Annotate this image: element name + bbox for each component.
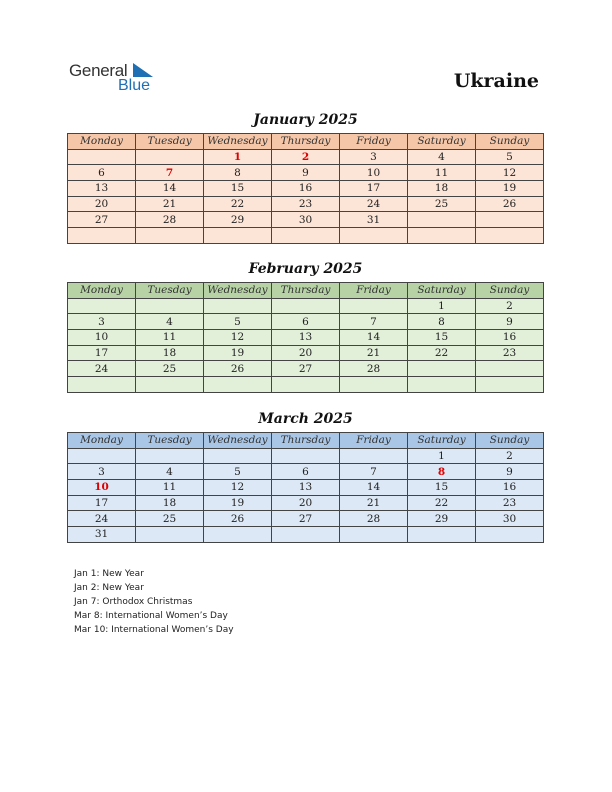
day-cell: 14 [340, 330, 408, 346]
day-cell: 24 [68, 511, 136, 527]
holiday-note: Mar 10: International Women’s Day [74, 625, 234, 635]
weekday-header-friday: Friday [340, 433, 408, 449]
day-cell: 30 [476, 511, 544, 527]
weekday-header-friday: Friday [340, 283, 408, 299]
holiday-notes [74, 567, 234, 637]
week-row [68, 228, 544, 244]
weekday-header-sunday: Sunday [476, 283, 544, 299]
day-cell: 5 [204, 314, 272, 330]
day-cell: 30 [272, 212, 340, 228]
weekday-header-wednesday: Wednesday [204, 433, 272, 449]
day-cell: 20 [272, 495, 340, 511]
day-cell: 20 [272, 345, 340, 361]
day-cell: 9 [272, 165, 340, 181]
weekday-header-wednesday: Wednesday [204, 134, 272, 150]
logo-triangle-icon [133, 63, 153, 77]
week-row [68, 212, 544, 228]
weekday-header-sunday: Sunday [476, 134, 544, 150]
day-cell: 21 [136, 196, 204, 212]
day-cell: 23 [476, 345, 544, 361]
day-cell: 15 [408, 480, 476, 496]
empty-day-cell [136, 527, 204, 543]
day-cell: 2 [476, 298, 544, 314]
day-cell: 4 [408, 149, 476, 165]
empty-day-cell [136, 228, 204, 244]
weekday-header-saturday: Saturday [408, 283, 476, 299]
week-row [68, 330, 544, 346]
empty-day-cell [476, 527, 544, 543]
day-cell: 26 [204, 511, 272, 527]
empty-day-cell [340, 448, 408, 464]
weekday-header-tuesday: Tuesday [136, 134, 204, 150]
day-cell: 9 [476, 464, 544, 480]
week-row [68, 495, 544, 511]
week-row [68, 377, 544, 393]
week-row [68, 464, 544, 480]
day-cell: 18 [408, 181, 476, 197]
holiday-note: Jan 7: Orthodox Christmas [74, 597, 193, 607]
week-row [68, 345, 544, 361]
day-cell: 12 [476, 165, 544, 181]
day-cell: 31 [68, 527, 136, 543]
empty-day-cell [476, 212, 544, 228]
calendar-body [68, 149, 544, 243]
weekday-header-row [68, 433, 544, 449]
calendar-january [67, 133, 544, 244]
empty-day-cell [68, 377, 136, 393]
day-cell: 27 [272, 361, 340, 377]
weekday-header-friday: Friday [340, 134, 408, 150]
empty-day-cell [408, 228, 476, 244]
day-cell: 11 [136, 480, 204, 496]
day-cell: 22 [408, 345, 476, 361]
empty-day-cell [136, 149, 204, 165]
holiday-note: Mar 8: International Women’s Day [74, 611, 228, 621]
day-cell: 15 [408, 330, 476, 346]
calendar-body [68, 448, 544, 542]
calendar-february [67, 282, 544, 393]
day-cell: 14 [340, 480, 408, 496]
holiday-note: Jan 2: New Year [74, 583, 144, 593]
country-title: Ukraine [453, 70, 539, 92]
day-cell: 23 [476, 495, 544, 511]
empty-day-cell [68, 298, 136, 314]
day-cell: 19 [476, 181, 544, 197]
logo [69, 61, 159, 97]
empty-day-cell [272, 527, 340, 543]
day-cell: 9 [476, 314, 544, 330]
week-row [68, 298, 544, 314]
day-cell: 18 [136, 345, 204, 361]
logo-general-text: General [69, 61, 128, 80]
empty-day-cell [204, 298, 272, 314]
week-row [68, 149, 544, 165]
day-cell: 22 [204, 196, 272, 212]
weekday-header-monday: Monday [68, 134, 136, 150]
weekday-header-monday: Monday [68, 283, 136, 299]
empty-day-cell [204, 527, 272, 543]
day-cell: 27 [272, 511, 340, 527]
day-cell: 3 [68, 464, 136, 480]
empty-day-cell [476, 228, 544, 244]
empty-day-cell [340, 377, 408, 393]
day-cell: 24 [340, 196, 408, 212]
day-cell: 23 [272, 196, 340, 212]
week-row [68, 314, 544, 330]
empty-day-cell [204, 228, 272, 244]
day-cell: 16 [476, 330, 544, 346]
day-cell: 3 [340, 149, 408, 165]
day-cell: 25 [136, 511, 204, 527]
day-cell: 4 [136, 314, 204, 330]
week-row [68, 181, 544, 197]
week-row [68, 361, 544, 377]
weekday-header-sunday: Sunday [476, 433, 544, 449]
day-cell: 7 [136, 165, 204, 181]
day-cell: 27 [68, 212, 136, 228]
day-cell: 2 [272, 149, 340, 165]
day-cell: 6 [272, 314, 340, 330]
empty-day-cell [68, 448, 136, 464]
empty-day-cell [68, 228, 136, 244]
day-cell: 13 [68, 181, 136, 197]
day-cell: 29 [204, 212, 272, 228]
weekday-header-wednesday: Wednesday [204, 283, 272, 299]
day-cell: 7 [340, 314, 408, 330]
day-cell: 6 [272, 464, 340, 480]
empty-day-cell [272, 298, 340, 314]
weekday-header-saturday: Saturday [408, 134, 476, 150]
day-cell: 19 [204, 495, 272, 511]
month-title-march: March 2025 [258, 411, 353, 427]
weekday-header-thursday: Thursday [272, 433, 340, 449]
weekday-header-monday: Monday [68, 433, 136, 449]
empty-day-cell [136, 298, 204, 314]
day-cell: 20 [68, 196, 136, 212]
day-cell: 17 [68, 495, 136, 511]
day-cell: 5 [476, 149, 544, 165]
empty-day-cell [204, 448, 272, 464]
empty-day-cell [136, 377, 204, 393]
week-row [68, 480, 544, 496]
week-row [68, 196, 544, 212]
empty-day-cell [340, 228, 408, 244]
empty-day-cell [272, 228, 340, 244]
weekday-header-row [68, 283, 544, 299]
calendar-body [68, 298, 544, 392]
empty-day-cell [272, 448, 340, 464]
day-cell: 8 [408, 314, 476, 330]
day-cell: 25 [136, 361, 204, 377]
week-row [68, 511, 544, 527]
day-cell: 21 [340, 345, 408, 361]
day-cell: 24 [68, 361, 136, 377]
week-row [68, 165, 544, 181]
day-cell: 16 [272, 181, 340, 197]
empty-day-cell [204, 377, 272, 393]
day-cell: 11 [408, 165, 476, 181]
empty-day-cell [408, 212, 476, 228]
day-cell: 1 [408, 298, 476, 314]
holiday-note: Jan 1: New Year [74, 569, 144, 579]
day-cell: 28 [136, 212, 204, 228]
day-cell: 4 [136, 464, 204, 480]
day-cell: 16 [476, 480, 544, 496]
day-cell: 18 [136, 495, 204, 511]
day-cell: 5 [204, 464, 272, 480]
day-cell: 2 [476, 448, 544, 464]
day-cell: 3 [68, 314, 136, 330]
day-cell: 11 [136, 330, 204, 346]
day-cell: 1 [204, 149, 272, 165]
empty-day-cell [408, 527, 476, 543]
day-cell: 1 [408, 448, 476, 464]
day-cell: 8 [204, 165, 272, 181]
day-cell: 21 [340, 495, 408, 511]
day-cell: 26 [476, 196, 544, 212]
day-cell: 14 [136, 181, 204, 197]
day-cell: 29 [408, 511, 476, 527]
day-cell: 8 [408, 464, 476, 480]
day-cell: 13 [272, 330, 340, 346]
day-cell: 22 [408, 495, 476, 511]
empty-day-cell [68, 149, 136, 165]
day-cell: 10 [68, 480, 136, 496]
day-cell: 12 [204, 330, 272, 346]
logo-blue-text: Blue [118, 77, 151, 94]
day-cell: 10 [68, 330, 136, 346]
empty-day-cell [408, 377, 476, 393]
day-cell: 7 [340, 464, 408, 480]
calendar-march [67, 432, 544, 543]
day-cell: 28 [340, 361, 408, 377]
day-cell: 26 [204, 361, 272, 377]
weekday-header-thursday: Thursday [272, 134, 340, 150]
day-cell: 10 [340, 165, 408, 181]
empty-day-cell [340, 527, 408, 543]
empty-day-cell [272, 377, 340, 393]
weekday-header-tuesday: Tuesday [136, 283, 204, 299]
day-cell: 6 [68, 165, 136, 181]
day-cell: 12 [204, 480, 272, 496]
weekday-header-saturday: Saturday [408, 433, 476, 449]
day-cell: 19 [204, 345, 272, 361]
empty-day-cell [136, 448, 204, 464]
month-title-february: February 2025 [248, 261, 363, 277]
empty-day-cell [476, 377, 544, 393]
empty-day-cell [408, 361, 476, 377]
weekday-header-row [68, 134, 544, 150]
day-cell: 13 [272, 480, 340, 496]
week-row [68, 448, 544, 464]
day-cell: 31 [340, 212, 408, 228]
day-cell: 15 [204, 181, 272, 197]
month-title-january: January 2025 [253, 112, 358, 128]
day-cell: 17 [68, 345, 136, 361]
day-cell: 28 [340, 511, 408, 527]
day-cell: 25 [408, 196, 476, 212]
empty-day-cell [476, 361, 544, 377]
empty-day-cell [340, 298, 408, 314]
week-row [68, 527, 544, 543]
weekday-header-tuesday: Tuesday [136, 433, 204, 449]
weekday-header-thursday: Thursday [272, 283, 340, 299]
day-cell: 17 [340, 181, 408, 197]
